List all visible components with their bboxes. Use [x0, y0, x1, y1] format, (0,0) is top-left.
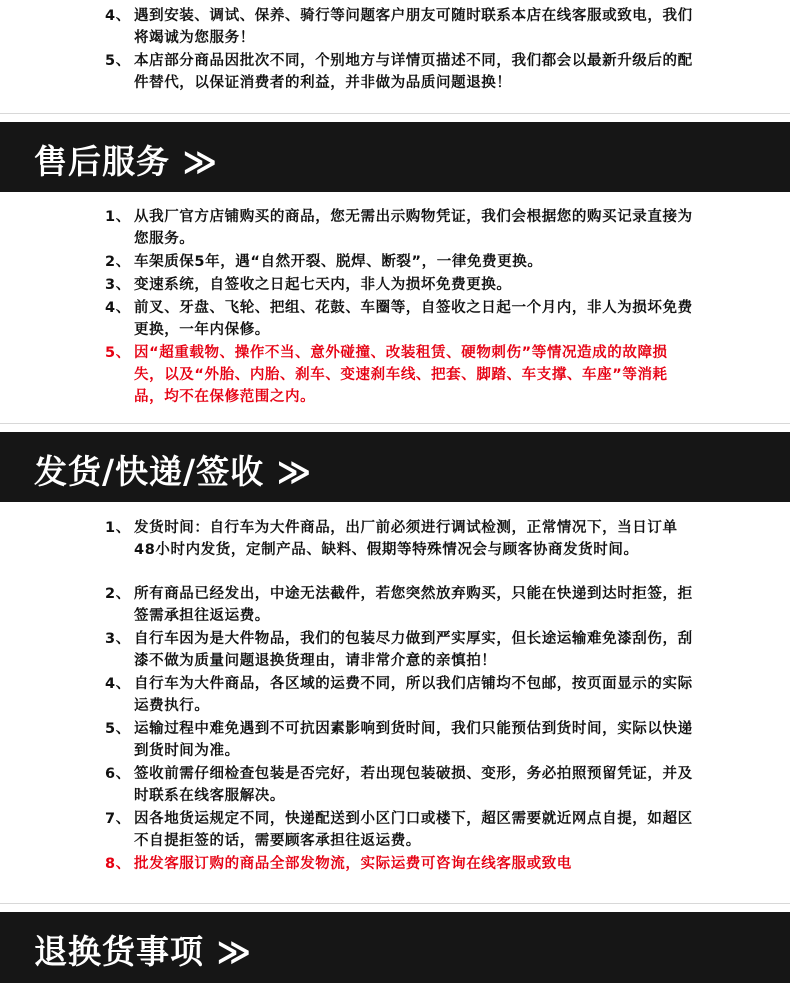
item-number: 1、: [105, 520, 131, 536]
item-number: 2、: [105, 254, 131, 270]
list-item: [0, 297, 790, 342]
list-item: [0, 718, 790, 763]
section-header-shipping: [0, 432, 790, 502]
item-text: 发货时间：自行车为大件商品，出厂前必须进行调试检测，正常情况下，当日订单48小时内发货，定制产品、缺料、假期等特殊情况会与顾客协商发货时间。: [134, 520, 678, 558]
list-item: [0, 206, 790, 251]
list-item: [0, 628, 790, 673]
item-text: 变速系统，自签收之日起七天内，非人为损坏免费更换。: [134, 277, 512, 293]
section-title: 退换货事项 ≫: [34, 932, 253, 971]
item-text: 车架质保5年，遇“自然开裂、脱焊、断裂”，一律免费更换。: [134, 254, 543, 270]
list-item: [0, 583, 790, 628]
divider: [0, 423, 790, 424]
item-text: 所有商品已经发出，中途无法截件，若您突然放弃购买，只能在快递到达时拒签，拒签需承担往返运费。: [134, 586, 693, 624]
item-number: 4、: [105, 8, 131, 24]
divider: [0, 113, 790, 114]
item-text: 遇到安装、调试、保养、骑行等问题客户朋友可随时联系本店在线客服或致电，我们将竭诚为您服务！: [134, 8, 693, 46]
item-number: 4、: [105, 676, 131, 692]
item-text: 运输过程中难免遇到不可抗因素影响到货时间，我们只能预估到货时间，实际以快递到货时间为准。: [134, 721, 693, 759]
section-title: 发货/快递/签收 ≫: [34, 452, 313, 491]
item-number: 8、: [105, 856, 131, 872]
item-number: 5、: [105, 721, 131, 737]
item-number: 1、: [105, 209, 131, 225]
list-item: [0, 517, 790, 583]
list-item: [0, 274, 790, 297]
list-item: [0, 763, 790, 808]
list-item: [0, 50, 790, 95]
item-number: 7、: [105, 811, 131, 827]
item-text: 签收前需仔细检查包装是否完好，若出现包装破损、变形，务必拍照预留凭证，并及时联系在线客服解决。: [134, 766, 693, 804]
item-number: 3、: [105, 277, 131, 293]
item-number: 2、: [105, 586, 131, 602]
section-header-returns: [0, 912, 790, 983]
item-text: 因各地货运规定不同，快递配送到小区门口或楼下，超区需要就近网点自提，如超区不自提拒签的话，需要顾客承担往返运费。: [134, 811, 693, 849]
item-text: 因“超重载物、操作不当、意外碰撞、改装租赁、硬物刺伤”等情况造成的故障损失，以及“外胎、内胎、刹车、变速刹车线、把套、脚踏、车支撑、车座”等消耗品，均不在保修范围之内。: [134, 345, 668, 405]
list-item-warning: [0, 853, 790, 876]
item-text: 从我厂官方店铺购买的商品，您无需出示购物凭证，我们会根据您的购买记录直接为您服务。: [134, 209, 693, 247]
after-sales-list: [0, 206, 790, 408]
item-number: 5、: [105, 53, 131, 69]
item-number: 5、: [105, 345, 131, 361]
item-number: 6、: [105, 766, 131, 782]
list-item: [0, 673, 790, 718]
item-text: 本店部分商品因批次不同，个别地方与详情页描述不同，我们都会以最新升级后的配件替代，以保证消费者的利益，并非做为品质问题退换！: [134, 53, 693, 91]
item-text: 批发客服订购的商品全部发物流，实际运费可咨询在线客服或致电: [134, 856, 572, 872]
top-list: [0, 5, 790, 95]
shipping-list: [0, 517, 790, 876]
item-text: 前叉、牙盘、飞轮、把组、花鼓、车圈等，自签收之日起一个月内，非人为损坏免费更换，一年内保修。: [134, 300, 693, 338]
item-text: 自行车因为是大件物品，我们的包装尽力做到严实厚实，但长途运输难免漆刮伤，刮漆不做为质量问题退换货理由，请非常介意的亲慎拍！: [134, 631, 693, 669]
item-number: 4、: [105, 300, 131, 316]
section-header-after-sales: [0, 122, 790, 192]
item-number: 3、: [105, 631, 131, 647]
list-item-warning: [0, 342, 790, 408]
divider: [0, 903, 790, 904]
item-text: 自行车为大件商品，各区域的运费不同，所以我们店铺均不包邮，按页面显示的实际运费执行。: [134, 676, 693, 714]
list-item: [0, 808, 790, 853]
list-item: [0, 5, 790, 50]
list-item: [0, 251, 790, 274]
section-title: 售后服务 ≫: [34, 142, 219, 181]
